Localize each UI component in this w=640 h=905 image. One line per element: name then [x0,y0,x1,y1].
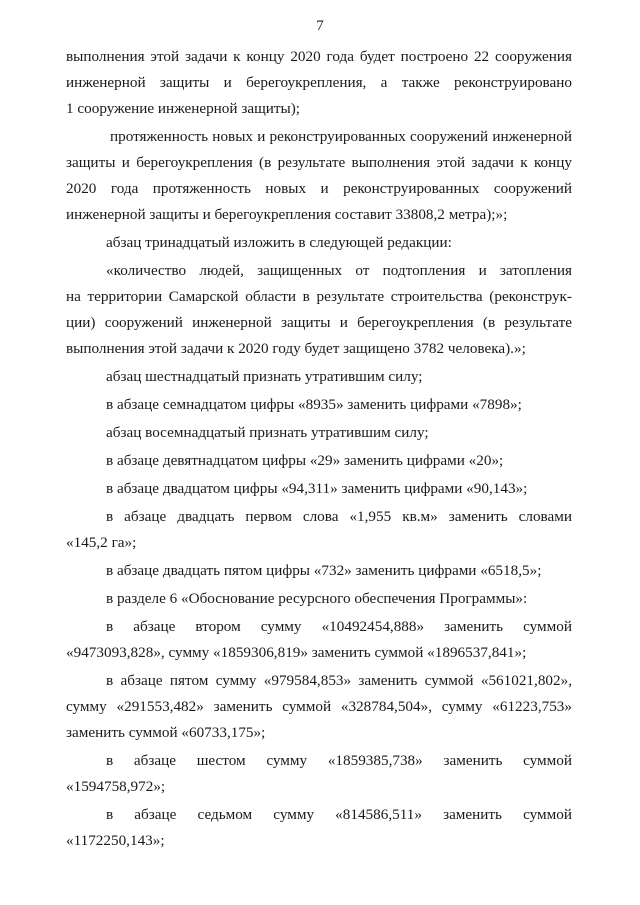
text-line: в абзаце втором сумму «10492454,888» заменить суммой [106,618,572,635]
text-line: «9473093,828», сумму «1859306,819» заменить суммой «1896537,841»; [66,644,527,661]
text-line: в абзаце двадцать первом слова «1,955 кв.м» заменить словами [106,508,572,525]
text-line: инженерной защиты и берегоукрепления составит 33808,2 метра);»; [66,206,508,223]
page-number: 7 [316,18,324,34]
text-line: в абзаце шестом сумму «1859385,738» заменить суммой [106,752,572,769]
text-line: ции) сооружений инженерной защиты и берегоукрепления (в результате [66,314,572,331]
text-line: в абзаце двадцать пятом цифры «732» заменить цифрами «6518,5»; [106,562,542,579]
text-line: 2020 года протяженность новых и реконструированных сооружений [66,180,572,197]
text-line: «1594758,972»; [66,778,166,795]
text-line: «количество людей, защищенных от подтопления и затопления [106,262,572,279]
text-line: инженерной защиты и берегоукрепления, а также реконструировано [66,74,572,91]
document-body [66,44,572,854]
text-line: выполнения этой задачи к концу 2020 года будет построено 22 сооружения [66,48,572,65]
text-line: протяженность новых и реконструированных сооружений инженерной [110,128,572,145]
text-line: 1 сооружение инженерной защиты); [66,100,301,117]
text-line: абзац тринадцатый изложить в следующей редакции: [106,234,452,251]
text-line: заменить суммой «60733,175»; [66,724,266,741]
text-line: в абзаце пятом сумму «979584,853» заменить суммой «561021,802», [106,672,572,689]
text-line: абзац восемнадцатый признать утратившим силу; [106,424,429,441]
text-line: абзац шестнадцатый признать утратившим силу; [106,368,423,385]
text-line: защиты и берегоукрепления (в результате выполнения этой задачи к концу [66,154,572,171]
text-line: выполнения этой задачи к 2020 году будет защищено 3782 человека).»; [66,340,526,357]
text-line: в абзаце двадцатом цифры «94,311» заменить цифрами «90,143»; [106,480,528,497]
text-line: в разделе 6 «Обоснование ресурсного обеспечения Программы»: [106,590,528,607]
text-line: «145,2 га»; [66,534,137,551]
text-line: на территории Самарской области в результате строительства (реконструк- [66,288,572,305]
text-line: «1172250,143»; [66,832,165,849]
text-line: в абзаце семнадцатом цифры «8935» заменить цифрами «7898»; [106,396,522,413]
text-line: сумму «291553,482» заменить суммой «328784,504», сумму «61223,753» [66,698,572,715]
text-line: в абзаце седьмом сумму «814586,511» заменить суммой [106,806,572,823]
text-line: в абзаце девятнадцатом цифры «29» заменить цифрами «20»; [106,452,504,469]
